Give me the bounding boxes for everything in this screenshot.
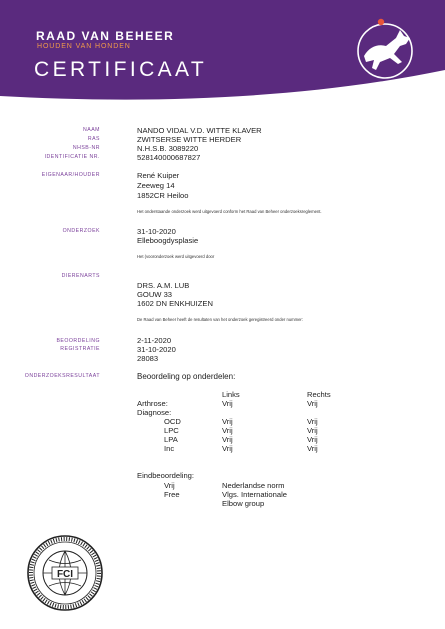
arthrose-links: Vrij (222, 399, 233, 408)
label-dierenarts: DIERENARTS (61, 273, 100, 279)
label-eigenaar: EIGENAAR/HOUDER (41, 172, 100, 178)
diag-row-links: Vrij (222, 426, 233, 435)
registratie-number: 28083 (137, 354, 159, 363)
label-beoordeling: BEOORDELING (56, 338, 100, 344)
dog-nhsb: N.H.S.B. 3089220 (137, 144, 199, 153)
diag-row-links: Vrij (222, 435, 233, 444)
vet-street: GOUW 33 (137, 290, 173, 299)
col-links: Links (222, 390, 240, 399)
diag-row-rechts: Vrij (307, 435, 318, 444)
arthrose-rechts: Vrij (307, 399, 318, 408)
label-onderzoek: ONDERZOEK (62, 228, 100, 234)
fci-seal-icon (25, 533, 105, 613)
diag-row-name: LPA (164, 435, 178, 444)
final-text: Elbow group (222, 499, 265, 508)
final-code: Vrij (164, 481, 175, 490)
note-reglement: Het onderstaande onderzoek werd uitgevoerd conform het Raad van Beheer onderzoeksreglement. (137, 209, 322, 214)
arthrose-label: Arthrose: (137, 399, 168, 408)
label-resultaat: ONDERZOEKSRESULTAAT (24, 373, 100, 379)
diag-row-links: Vrij (222, 444, 233, 453)
owner-name: René Kuiper (137, 171, 180, 180)
owner-street: Zeeweg 14 (137, 181, 175, 190)
seal-text: FCI (56, 569, 74, 580)
diag-row-rechts: Vrij (307, 426, 318, 435)
note-geregistreerd: De Raad van Beheer heeft de resultaten van het onderzoek geregistreerd onder nummer: (137, 317, 303, 322)
header-band (0, 0, 445, 102)
final-text: Vlgs. Internationale (222, 490, 288, 499)
final-text: Nederlandse norm (222, 481, 285, 490)
label-nhsb: NHSB-NR (72, 145, 100, 151)
exam-type: Elleboogdysplasie (137, 236, 199, 245)
diag-row-name: Inc (164, 444, 175, 453)
org-title: RAAD VAN BEHEER (36, 29, 175, 43)
certificate-title: CERTIFICAAT (34, 58, 208, 81)
diagnose-label: Diagnose: (137, 408, 172, 417)
label-registratie: REGISTRATIE (60, 346, 100, 352)
exam-date: 31-10-2020 (137, 227, 176, 236)
label-identificatie: IDENTIFICATIE NR. (44, 154, 100, 160)
final-code: Free (164, 490, 180, 499)
note-uitgevoerd: Het (vooronderzoek werd uitgevoerd door (137, 254, 215, 259)
beoordeling-date: 2-11-2020 (137, 336, 172, 345)
result-heading: Beoordeling op onderdelen: (137, 372, 236, 381)
col-rechts: Rechts (307, 390, 331, 399)
vet-city: 1602 DN ENKHUIZEN (137, 299, 213, 308)
final-heading: Eindbeoordeling: (137, 471, 194, 480)
dog-breed: ZWITSERSE WITTE HERDER (137, 135, 242, 144)
diag-row-rechts: Vrij (307, 444, 318, 453)
registratie-date: 31-10-2020 (137, 345, 176, 354)
vet-name: DRS. A.M. LUB (137, 281, 190, 290)
diag-row-rechts: Vrij (307, 417, 318, 426)
owner-city: 1852CR Heiloo (137, 191, 189, 200)
diag-row-name: OCD (164, 417, 181, 426)
org-subtitle: HOUDEN VAN HONDEN (37, 43, 131, 50)
label-ras: RAS (87, 136, 100, 142)
dog-id: 528140000687827 (137, 153, 201, 162)
label-naam: NAAM (83, 127, 100, 133)
diag-row-links: Vrij (222, 417, 233, 426)
dog-name: NANDO VIDAL V.D. WITTE KLAVER (137, 126, 262, 135)
dog-logo-icon (350, 16, 420, 82)
diag-row-name: LPC (164, 426, 179, 435)
